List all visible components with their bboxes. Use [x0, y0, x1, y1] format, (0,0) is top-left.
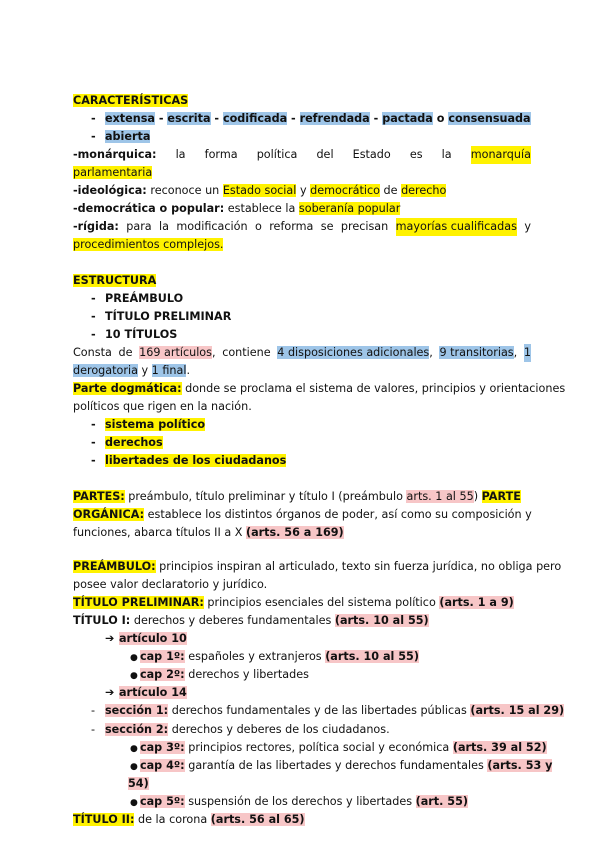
bullet-icon: ● — [130, 798, 138, 808]
cap-3-line: ● cap 3º: principios rectores, política social y económica (arts. 39 al 52) — [73, 739, 531, 757]
section-estructura — [73, 272, 531, 290]
dogmatica-cont: políticos que rigen en la nación. — [73, 400, 252, 413]
bullet-icon: ● — [130, 744, 138, 754]
ideologica-line: -ideológica: reconoce un Estado social y democrático de derecho — [73, 184, 447, 197]
articulo-14-line: ➔ artículo 14 — [73, 684, 531, 702]
estructura-item: - 10 TÍTULOS — [91, 328, 178, 341]
cap-2-line: ● cap 2º: derechos y libertades — [73, 666, 531, 684]
arrow-right-icon: ➔ — [105, 632, 115, 645]
dogmatica-item: - derechos — [91, 436, 163, 449]
dogmatica-item: - sistema político — [91, 418, 206, 431]
heading-caracteristicas: CARACTERÍSTICAS — [73, 94, 189, 107]
partes-line-3: funciones, abarca títulos II a X (arts. 56 a 169) — [73, 526, 344, 539]
dogmatica-line: Parte dogmática: donde se proclama el sistema de valores, principios y orientaciones — [73, 382, 566, 395]
arrow-right-icon: ➔ — [105, 686, 115, 699]
cap-5-line: ● cap 5º: suspensión de los derechos y libertades (art. 55) — [73, 793, 531, 811]
heading-estructura: ESTRUCTURA — [73, 274, 157, 287]
preambulo-line: PREÁMBULO: principios inspiran al articulado, texto sin fuerza jurídica, no obliga pero — [73, 560, 562, 573]
caracteristicas-line-1: - extensa - escrita - codificada - refrendada - pactada o consensuada — [91, 112, 531, 125]
monarquica-cont: parlamentaria — [73, 166, 153, 179]
rigida-line: -rígida: para la modificación o reforma se precisan mayorías cualificadas y — [73, 218, 531, 236]
caracteristicas-line-2: - abierta — [91, 130, 151, 143]
titulo-ii-line: TÍTULO II: de la corona (arts. 56 al 65) — [73, 813, 305, 826]
estructura-item: - PREÁMBULO — [91, 292, 184, 305]
dogmatica-item: - libertades de los ciudadanos — [91, 454, 287, 467]
titulo-i-line: TÍTULO I: derechos y deberes fundamentales (arts. 10 al 55) — [73, 614, 429, 627]
titulo-preliminar-line: TÍTULO PRELIMINAR: principios esenciales del sistema político (arts. 1 a 9) — [73, 596, 514, 609]
partes-line-2: ORGÁNICA: establece los distintos órganos de poder, así como su composición y — [73, 508, 532, 521]
document-page — [73, 92, 566, 829]
monarquica-line: -monárquica: la forma política del Estado es la monarquía — [73, 146, 531, 164]
seccion-2-line: - sección 2: derechos y deberes de los ciudadanos. — [91, 723, 390, 736]
consta-cont: derogatoria y 1 final. — [73, 364, 191, 377]
rigida-cont: procedimientos complejos. — [73, 238, 224, 251]
cap-4-line: ● cap 4º: garantía de las libertades y derechos fundamentales (arts. 53 y — [73, 757, 531, 775]
partes-line: PARTES: preámbulo, título preliminar y título I (preámbulo arts. 1 al 55) PARTE — [73, 490, 521, 503]
articulo-10-line: ➔ artículo 10 — [73, 630, 531, 648]
estructura-item: - TÍTULO PRELIMINAR — [91, 310, 232, 323]
cap-4-cont: 54) — [128, 777, 149, 790]
bullet-icon: ● — [130, 762, 138, 772]
consta-line: Consta de 169 artículos, contiene 4 disposiciones adicionales, 9 transitorias, 1 — [73, 344, 531, 362]
democratica-line: -democrática o popular: establece la soberanía popular — [73, 202, 401, 215]
section-caracteristicas — [73, 92, 531, 110]
bullet-icon: ● — [130, 671, 138, 681]
cap-1-line: ● cap 1º: españoles y extranjeros (arts. 10 al 55) — [73, 648, 531, 666]
bullet-icon: ● — [130, 653, 138, 663]
seccion-1-line: - sección 1: derechos fundamentales y de las libertades públicas (arts. 15 al 29) — [91, 704, 565, 717]
preambulo-cont: posee valor declaratorio y jurídico. — [73, 578, 268, 591]
